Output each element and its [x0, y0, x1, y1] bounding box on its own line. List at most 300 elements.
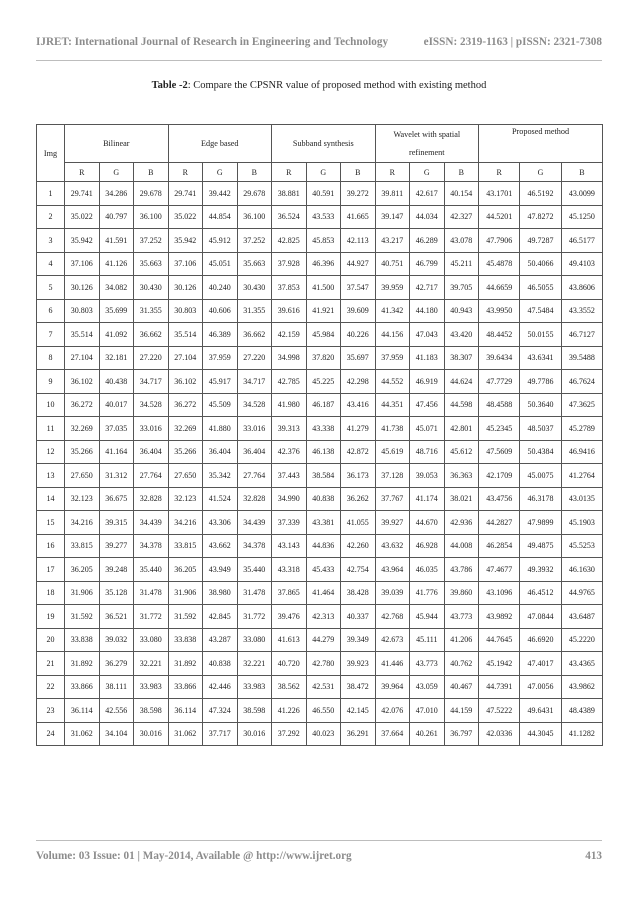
cpsnr-cell: 42.260: [341, 534, 376, 558]
cpsnr-cell: 44.552: [375, 370, 410, 394]
cpsnr-cell: 43.3552: [561, 299, 602, 323]
cpsnr-cell: 33.866: [65, 675, 100, 699]
cpsnr-cell: 39.313: [272, 417, 307, 441]
cpsnr-cell: 36.291: [341, 722, 376, 746]
cpsnr-cell: 43.420: [444, 323, 479, 347]
cpsnr-cell: 41.183: [410, 346, 445, 370]
cpsnr-cell: 36.662: [134, 323, 169, 347]
cpsnr-cell: 38.980: [203, 581, 238, 605]
cpsnr-cell: 40.943: [444, 299, 479, 323]
cpsnr-cell: 46.035: [410, 558, 445, 582]
table-row: [37, 511, 603, 535]
cpsnr-cell: 48.4588: [479, 393, 520, 417]
cpsnr-cell: 43.318: [272, 558, 307, 582]
cpsnr-cell: 31.592: [168, 605, 203, 629]
cpsnr-cell: 40.226: [341, 323, 376, 347]
cpsnr-cell: 43.533: [306, 205, 341, 229]
cpsnr-cell: 40.467: [444, 675, 479, 699]
channel-header-g: G: [410, 163, 445, 182]
cpsnr-cell: 39.6434: [479, 346, 520, 370]
cpsnr-cell: 29.741: [168, 182, 203, 206]
cpsnr-cell: 39.616: [272, 299, 307, 323]
cpsnr-cell: 33.080: [134, 628, 169, 652]
cpsnr-cell: 29.678: [134, 182, 169, 206]
cpsnr-cell: 44.5201: [479, 205, 520, 229]
cpsnr-cell: 43.773: [410, 652, 445, 676]
cpsnr-cell: 41.126: [99, 252, 134, 276]
table-row: [37, 534, 603, 558]
cpsnr-cell: 46.6920: [520, 628, 561, 652]
cpsnr-cell: 43.662: [203, 534, 238, 558]
cpsnr-cell: 30.126: [168, 276, 203, 300]
header-divider: [36, 60, 602, 61]
cpsnr-cell: 30.430: [237, 276, 272, 300]
cpsnr-cell: 45.612: [444, 440, 479, 464]
cpsnr-cell: 45.4878: [479, 252, 520, 276]
cpsnr-cell: 35.699: [99, 299, 134, 323]
cpsnr-cell: 42.327: [444, 205, 479, 229]
cpsnr-cell: 45.051: [203, 252, 238, 276]
channel-header-b: B: [134, 163, 169, 182]
cpsnr-cell: 34.216: [168, 511, 203, 535]
cpsnr-cell: 37.865: [272, 581, 307, 605]
cpsnr-cell: 35.022: [168, 205, 203, 229]
cpsnr-cell: 27.650: [65, 464, 100, 488]
cpsnr-cell: 48.4389: [561, 699, 602, 723]
table-row: [37, 205, 603, 229]
cpsnr-cell: 44.927: [341, 252, 376, 276]
cpsnr-cell: 43.6487: [561, 605, 602, 629]
table-row: [37, 440, 603, 464]
cpsnr-cell: 33.838: [65, 628, 100, 652]
cpsnr-cell: 42.113: [341, 229, 376, 253]
cpsnr-cell: 34.378: [237, 534, 272, 558]
cpsnr-cell: 32.269: [168, 417, 203, 441]
cpsnr-cell: 45.1942: [479, 652, 520, 676]
img-index-cell: 17: [37, 558, 65, 582]
cpsnr-cell: 46.928: [410, 534, 445, 558]
cpsnr-cell: 44.159: [444, 699, 479, 723]
img-index-cell: 24: [37, 722, 65, 746]
cpsnr-cell: 36.102: [65, 370, 100, 394]
cpsnr-cell: 32.181: [99, 346, 134, 370]
cpsnr-cell: 34.717: [237, 370, 272, 394]
cpsnr-cell: 48.716: [410, 440, 445, 464]
method-header-wavelet: Wavelet with spatial refinement: [375, 125, 479, 163]
cpsnr-cell: 41.464: [306, 581, 341, 605]
cpsnr-cell: 45.433: [306, 558, 341, 582]
cpsnr-cell: 39.927: [375, 511, 410, 535]
cpsnr-cell: 43.416: [341, 393, 376, 417]
cpsnr-cell: 37.252: [134, 229, 169, 253]
cpsnr-cell: 42.780: [306, 652, 341, 676]
cpsnr-cell: 34.439: [237, 511, 272, 535]
cpsnr-cell: 43.143: [272, 534, 307, 558]
cpsnr-cell: 39.964: [375, 675, 410, 699]
channel-header-r: R: [479, 163, 520, 182]
cpsnr-cell: 39.277: [99, 534, 134, 558]
cpsnr-cell: 42.872: [341, 440, 376, 464]
cpsnr-cell: 43.217: [375, 229, 410, 253]
cpsnr-cell: 40.023: [306, 722, 341, 746]
table-caption: [0, 80, 638, 91]
cpsnr-cell: 47.043: [410, 323, 445, 347]
cpsnr-cell: 39.705: [444, 276, 479, 300]
cpsnr-cell: 41.226: [272, 699, 307, 723]
cpsnr-cell: 27.650: [168, 464, 203, 488]
cpsnr-cell: 35.697: [341, 346, 376, 370]
cpsnr-cell: 36.100: [237, 205, 272, 229]
cpsnr-cell: 49.4103: [561, 252, 602, 276]
cpsnr-cell: 45.509: [203, 393, 238, 417]
cpsnr-cell: 34.082: [99, 276, 134, 300]
cpsnr-cell: 27.764: [134, 464, 169, 488]
table-row: [37, 346, 603, 370]
cpsnr-cell: 43.4365: [561, 652, 602, 676]
cpsnr-cell: 37.853: [272, 276, 307, 300]
cpsnr-cell: 43.773: [444, 605, 479, 629]
cpsnr-cell: 46.5192: [520, 182, 561, 206]
cpsnr-cell: 40.337: [341, 605, 376, 629]
cpsnr-cell: 38.307: [444, 346, 479, 370]
cpsnr-cell: 40.751: [375, 252, 410, 276]
cpsnr-cell: 32.123: [168, 487, 203, 511]
cpsnr-cell: 40.838: [306, 487, 341, 511]
cpsnr-cell: 42.673: [375, 628, 410, 652]
channel-header-b: B: [444, 163, 479, 182]
cpsnr-cell: 41.174: [410, 487, 445, 511]
img-index-cell: 15: [37, 511, 65, 535]
cpsnr-cell: 35.128: [99, 581, 134, 605]
table-row: [37, 652, 603, 676]
channel-header-b: B: [561, 163, 602, 182]
cpsnr-cell: 45.2220: [561, 628, 602, 652]
cpsnr-cell: 36.363: [444, 464, 479, 488]
cpsnr-cell: 43.9862: [561, 675, 602, 699]
cpsnr-cell: 46.550: [306, 699, 341, 723]
cpsnr-cell: 31.062: [168, 722, 203, 746]
table-label: Table -2: [151, 80, 188, 91]
cpsnr-cell: 33.983: [134, 675, 169, 699]
cpsnr-cell: 35.342: [203, 464, 238, 488]
cpsnr-cell: 41.776: [410, 581, 445, 605]
cpsnr-cell: 31.355: [237, 299, 272, 323]
cpsnr-cell: 37.292: [272, 722, 307, 746]
cpsnr-cell: 38.428: [341, 581, 376, 605]
cpsnr-cell: 41.206: [444, 628, 479, 652]
img-index-cell: 2: [37, 205, 65, 229]
cpsnr-cell: 33.016: [134, 417, 169, 441]
img-header: Img: [37, 125, 65, 182]
cpsnr-cell: 33.815: [65, 534, 100, 558]
cpsnr-table: [36, 124, 603, 746]
cpsnr-cell: 41.738: [375, 417, 410, 441]
cpsnr-cell: 41.446: [375, 652, 410, 676]
cpsnr-cell: 38.472: [341, 675, 376, 699]
cpsnr-cell: 33.815: [168, 534, 203, 558]
img-index-cell: 11: [37, 417, 65, 441]
cpsnr-cell: 42.845: [203, 605, 238, 629]
cpsnr-cell: 38.021: [444, 487, 479, 511]
page-footer: [36, 850, 602, 870]
cpsnr-cell: 27.220: [237, 346, 272, 370]
img-index-cell: 9: [37, 370, 65, 394]
cpsnr-cell: 46.919: [410, 370, 445, 394]
cpsnr-cell: 45.912: [203, 229, 238, 253]
cpsnr-cell: 43.059: [410, 675, 445, 699]
cpsnr-cell: 46.7624: [561, 370, 602, 394]
cpsnr-cell: 33.080: [237, 628, 272, 652]
cpsnr-cell: 34.104: [99, 722, 134, 746]
cpsnr-cell: 45.071: [410, 417, 445, 441]
cpsnr-cell: 42.376: [272, 440, 307, 464]
img-index-cell: 16: [37, 534, 65, 558]
cpsnr-cell: 40.438: [99, 370, 134, 394]
channel-header-r: R: [65, 163, 100, 182]
cpsnr-cell: 41.1282: [561, 722, 602, 746]
table-row: [37, 417, 603, 441]
cpsnr-cell: 45.2789: [561, 417, 602, 441]
cpsnr-cell: 38.598: [237, 699, 272, 723]
cpsnr-cell: 48.4452: [479, 323, 520, 347]
cpsnr-cell: 44.008: [444, 534, 479, 558]
cpsnr-cell: 45.111: [410, 628, 445, 652]
page-header: [36, 36, 602, 56]
cpsnr-cell: 31.478: [134, 581, 169, 605]
cpsnr-cell: 37.106: [65, 252, 100, 276]
cpsnr-cell: 36.272: [168, 393, 203, 417]
cpsnr-cell: 40.017: [99, 393, 134, 417]
table-row: [37, 276, 603, 300]
cpsnr-cell: 31.772: [134, 605, 169, 629]
cpsnr-cell: 29.678: [237, 182, 272, 206]
cpsnr-cell: 36.205: [168, 558, 203, 582]
method-header-proposed: Proposed method: [479, 125, 603, 163]
cpsnr-cell: 40.838: [203, 652, 238, 676]
cpsnr-cell: 45.984: [306, 323, 341, 347]
cpsnr-cell: 45.619: [375, 440, 410, 464]
cpsnr-cell: 45.211: [444, 252, 479, 276]
cpsnr-cell: 38.111: [99, 675, 134, 699]
cpsnr-cell: 42.936: [444, 511, 479, 535]
cpsnr-cell: 45.2345: [479, 417, 520, 441]
cpsnr-cell: 34.286: [99, 182, 134, 206]
cpsnr-cell: 44.3045: [520, 722, 561, 746]
cpsnr-cell: 40.797: [99, 205, 134, 229]
cpsnr-cell: 46.3178: [520, 487, 561, 511]
channel-header-r: R: [272, 163, 307, 182]
cpsnr-cell: 32.221: [237, 652, 272, 676]
cpsnr-cell: 44.9765: [561, 581, 602, 605]
cpsnr-cell: 47.0056: [520, 675, 561, 699]
cpsnr-cell: 36.524: [272, 205, 307, 229]
cpsnr-cell: 31.906: [65, 581, 100, 605]
cpsnr-cell: 31.355: [134, 299, 169, 323]
table-row: [37, 722, 603, 746]
cpsnr-cell: 42.313: [306, 605, 341, 629]
cpsnr-cell: 47.8272: [520, 205, 561, 229]
cpsnr-cell: 34.439: [134, 511, 169, 535]
channel-header-g: G: [203, 163, 238, 182]
cpsnr-cell: 44.624: [444, 370, 479, 394]
cpsnr-cell: 32.269: [65, 417, 100, 441]
cpsnr-cell: 37.664: [375, 722, 410, 746]
table-row: [37, 628, 603, 652]
cpsnr-cell: 45.0075: [520, 464, 561, 488]
cpsnr-cell: 30.803: [168, 299, 203, 323]
cpsnr-cell: 30.016: [237, 722, 272, 746]
cpsnr-cell: 36.279: [99, 652, 134, 676]
cpsnr-cell: 43.949: [203, 558, 238, 582]
cpsnr-cell: 32.221: [134, 652, 169, 676]
cpsnr-cell: 43.8606: [561, 276, 602, 300]
cpsnr-cell: 45.853: [306, 229, 341, 253]
cpsnr-cell: 39.860: [444, 581, 479, 605]
cpsnr-cell: 47.010: [410, 699, 445, 723]
cpsnr-cell: 40.591: [306, 182, 341, 206]
cpsnr-cell: 36.797: [444, 722, 479, 746]
cpsnr-cell: 36.662: [237, 323, 272, 347]
cpsnr-cell: 39.811: [375, 182, 410, 206]
cpsnr-cell: 42.754: [341, 558, 376, 582]
cpsnr-cell: 31.478: [237, 581, 272, 605]
cpsnr-cell: 34.998: [272, 346, 307, 370]
cpsnr-cell: 42.801: [444, 417, 479, 441]
cpsnr-cell: 45.944: [410, 605, 445, 629]
cpsnr-cell: 31.892: [65, 652, 100, 676]
cpsnr-cell: 43.9950: [479, 299, 520, 323]
cpsnr-cell: 34.378: [134, 534, 169, 558]
cpsnr-cell: 36.173: [341, 464, 376, 488]
cpsnr-cell: 41.055: [341, 511, 376, 535]
table-row: [37, 252, 603, 276]
cpsnr-cell: 37.767: [375, 487, 410, 511]
issn-info: eISSN: 2319-1163 | pISSN: 2321-7308: [423, 36, 602, 48]
cpsnr-cell: 39.442: [203, 182, 238, 206]
img-index-cell: 19: [37, 605, 65, 629]
cpsnr-cell: 32.828: [237, 487, 272, 511]
cpsnr-cell: 43.078: [444, 229, 479, 253]
cpsnr-cell: 31.062: [65, 722, 100, 746]
cpsnr-cell: 35.514: [65, 323, 100, 347]
cpsnr-cell: 45.5253: [561, 534, 602, 558]
cpsnr-cell: 47.5609: [479, 440, 520, 464]
cpsnr-cell: 46.1630: [561, 558, 602, 582]
cpsnr-cell: 44.180: [410, 299, 445, 323]
cpsnr-cell: 37.252: [237, 229, 272, 253]
cpsnr-cell: 42.617: [410, 182, 445, 206]
table-row: [37, 464, 603, 488]
table-caption-text: : Compare the CPSNR value of proposed method with existing method: [187, 80, 487, 91]
cpsnr-cell: 36.404: [134, 440, 169, 464]
cpsnr-cell: 39.959: [375, 276, 410, 300]
cpsnr-cell: 44.854: [203, 205, 238, 229]
cpsnr-cell: 49.4875: [520, 534, 561, 558]
cpsnr-cell: 43.287: [203, 628, 238, 652]
cpsnr-cell: 47.5484: [520, 299, 561, 323]
cpsnr-cell: 39.476: [272, 605, 307, 629]
table-header-methods: [37, 125, 603, 163]
img-index-cell: 20: [37, 628, 65, 652]
channel-header-b: B: [341, 163, 376, 182]
cpsnr-cell: 41.164: [99, 440, 134, 464]
cpsnr-cell: 31.592: [65, 605, 100, 629]
cpsnr-cell: 35.942: [168, 229, 203, 253]
img-index-cell: 6: [37, 299, 65, 323]
cpsnr-cell: 42.0336: [479, 722, 520, 746]
cpsnr-cell: 34.528: [237, 393, 272, 417]
cpsnr-cell: 44.2827: [479, 511, 520, 535]
cpsnr-cell: 47.456: [410, 393, 445, 417]
cpsnr-cell: 44.034: [410, 205, 445, 229]
cpsnr-cell: 47.0844: [520, 605, 561, 629]
cpsnr-cell: 39.272: [341, 182, 376, 206]
cpsnr-cell: 35.663: [237, 252, 272, 276]
table-row: [37, 393, 603, 417]
cpsnr-cell: 35.022: [65, 205, 100, 229]
cpsnr-cell: 30.803: [65, 299, 100, 323]
cpsnr-cell: 46.396: [306, 252, 341, 276]
cpsnr-cell: 39.609: [341, 299, 376, 323]
cpsnr-cell: 37.717: [203, 722, 238, 746]
cpsnr-cell: 35.266: [65, 440, 100, 464]
cpsnr-cell: 47.7729: [479, 370, 520, 394]
cpsnr-cell: 34.717: [134, 370, 169, 394]
cpsnr-cell: 42.1709: [479, 464, 520, 488]
cpsnr-cell: 50.4384: [520, 440, 561, 464]
cpsnr-cell: 41.880: [203, 417, 238, 441]
img-index-cell: 4: [37, 252, 65, 276]
img-index-cell: 14: [37, 487, 65, 511]
cpsnr-cell: 42.785: [272, 370, 307, 394]
cpsnr-cell: 37.959: [203, 346, 238, 370]
cpsnr-cell: 31.892: [168, 652, 203, 676]
cpsnr-cell: 29.741: [65, 182, 100, 206]
cpsnr-cell: 38.881: [272, 182, 307, 206]
cpsnr-cell: 49.7287: [520, 229, 561, 253]
cpsnr-cell: 41.2764: [561, 464, 602, 488]
cpsnr-cell: 32.828: [134, 487, 169, 511]
cpsnr-cell: 43.338: [306, 417, 341, 441]
cpsnr-cell: 35.514: [168, 323, 203, 347]
img-index-cell: 3: [37, 229, 65, 253]
cpsnr-cell: 39.053: [410, 464, 445, 488]
cpsnr-cell: 46.187: [306, 393, 341, 417]
channel-header-g: G: [520, 163, 561, 182]
cpsnr-cell: 31.906: [168, 581, 203, 605]
table-row: [37, 558, 603, 582]
cpsnr-cell: 41.921: [306, 299, 341, 323]
cpsnr-cell: 46.7127: [561, 323, 602, 347]
cpsnr-cell: 40.154: [444, 182, 479, 206]
volume-info: Volume: 03 Issue: 01 | May-2014, Available @ http://www.ijret.org: [36, 850, 352, 862]
cpsnr-cell: 44.6659: [479, 276, 520, 300]
cpsnr-cell: 35.440: [134, 558, 169, 582]
cpsnr-cell: 46.5177: [561, 229, 602, 253]
cpsnr-cell: 43.632: [375, 534, 410, 558]
cpsnr-cell: 46.2854: [479, 534, 520, 558]
cpsnr-cell: 37.959: [375, 346, 410, 370]
cpsnr-cell: 40.240: [203, 276, 238, 300]
cpsnr-cell: 44.7391: [479, 675, 520, 699]
cpsnr-cell: 45.1250: [561, 205, 602, 229]
cpsnr-cell: 43.306: [203, 511, 238, 535]
cpsnr-cell: 27.104: [65, 346, 100, 370]
cpsnr-cell: 38.584: [306, 464, 341, 488]
table-row: [37, 699, 603, 723]
channel-header-g: G: [99, 163, 134, 182]
cpsnr-cell: 33.983: [237, 675, 272, 699]
